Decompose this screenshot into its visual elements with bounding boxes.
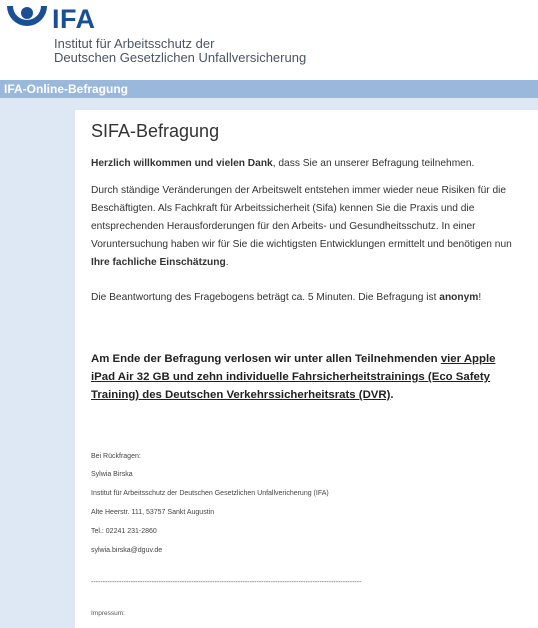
- site-header: [0, 0, 538, 80]
- content-panel: [75, 110, 538, 628]
- intro-text: Durch ständige Veränderungen der Arbeitswelt entstehen immer wieder neue Risiken für die Beschäftigten. Als Fachkraft für Arbeitssicherheit (Sifa) kennen Sie die Praxis und die entsprechenden Herausforderungen für den Arbeits- und Gesundheitsschutz. In einer Voruntersuchung haben wir für Sie die wichtigsten Entwicklungen ermittelt und benötigen nun: [91, 185, 512, 250]
- welcome-bold: Herzlich willkommen und vielen Dank: [91, 158, 273, 169]
- duration-bold: anonym: [439, 292, 479, 303]
- contact-address: Alte Heerstr. 111, 53757 Sankt Augustin: [91, 509, 215, 516]
- promo-end: .: [390, 389, 394, 401]
- contact-org: Institut für Arbeitsschutz der Deutschen Gesetzlichen Unfallvericherung (IFA): [91, 490, 329, 497]
- intro-bold: Ihre fachliche Einschätzung: [91, 257, 226, 268]
- ifa-logo-mark-icon: [5, 4, 49, 34]
- impressum-label: Impressum:: [91, 610, 125, 617]
- contact-name: Sylwia Birska: [91, 471, 133, 478]
- duration-text: Die Beantwortung des Fragebogens beträgt ca. 5 Minuten. Die Befragung ist: [91, 292, 440, 303]
- duration-paragraph: [91, 289, 521, 307]
- bar-title: IFA-Online-Befragung: [4, 82, 128, 96]
- promo-lead: Am Ende der Befragung verlosen wir unter allen Teilnehmenden: [91, 353, 441, 365]
- intro-end: .: [225, 257, 229, 268]
- promo-paragraph: [91, 350, 521, 404]
- prize-link[interactable]: vier Apple iPad Air 32 GB und zehn individuelle Fahrsicherheitstrainings (Eco Safety Training) des Deutschen Verkehrssicherheitsrats (DVR): [91, 353, 496, 401]
- contact-phone: Tel.: 02241 231-2860: [91, 528, 157, 535]
- contact-heading: Bei Rückfragen:: [91, 453, 141, 460]
- contact-email-link[interactable]: sylwia.birska@dguv.de: [91, 547, 163, 554]
- contact-email[interactable]: [91, 546, 162, 555]
- logo-subtitle-line1: Institut für Arbeitsschutz der: [54, 36, 215, 51]
- duration-end: !: [478, 292, 482, 303]
- welcome-rest: , dass Sie an unserer Befragung teilnehmen.: [272, 158, 475, 169]
- footer-divider: --------------------------------------------------------------------------------------------------------------------: [91, 579, 362, 586]
- intro-paragraph: [91, 182, 521, 272]
- logo-name: IFA: [52, 4, 96, 34]
- page-title: SIFA-Befragung: [91, 121, 220, 141]
- title-bar: [0, 80, 538, 98]
- welcome-paragraph: [91, 155, 521, 173]
- logo-subtitle-line2: Deutschen Gesetzlichen Unfallversicherung: [54, 50, 307, 65]
